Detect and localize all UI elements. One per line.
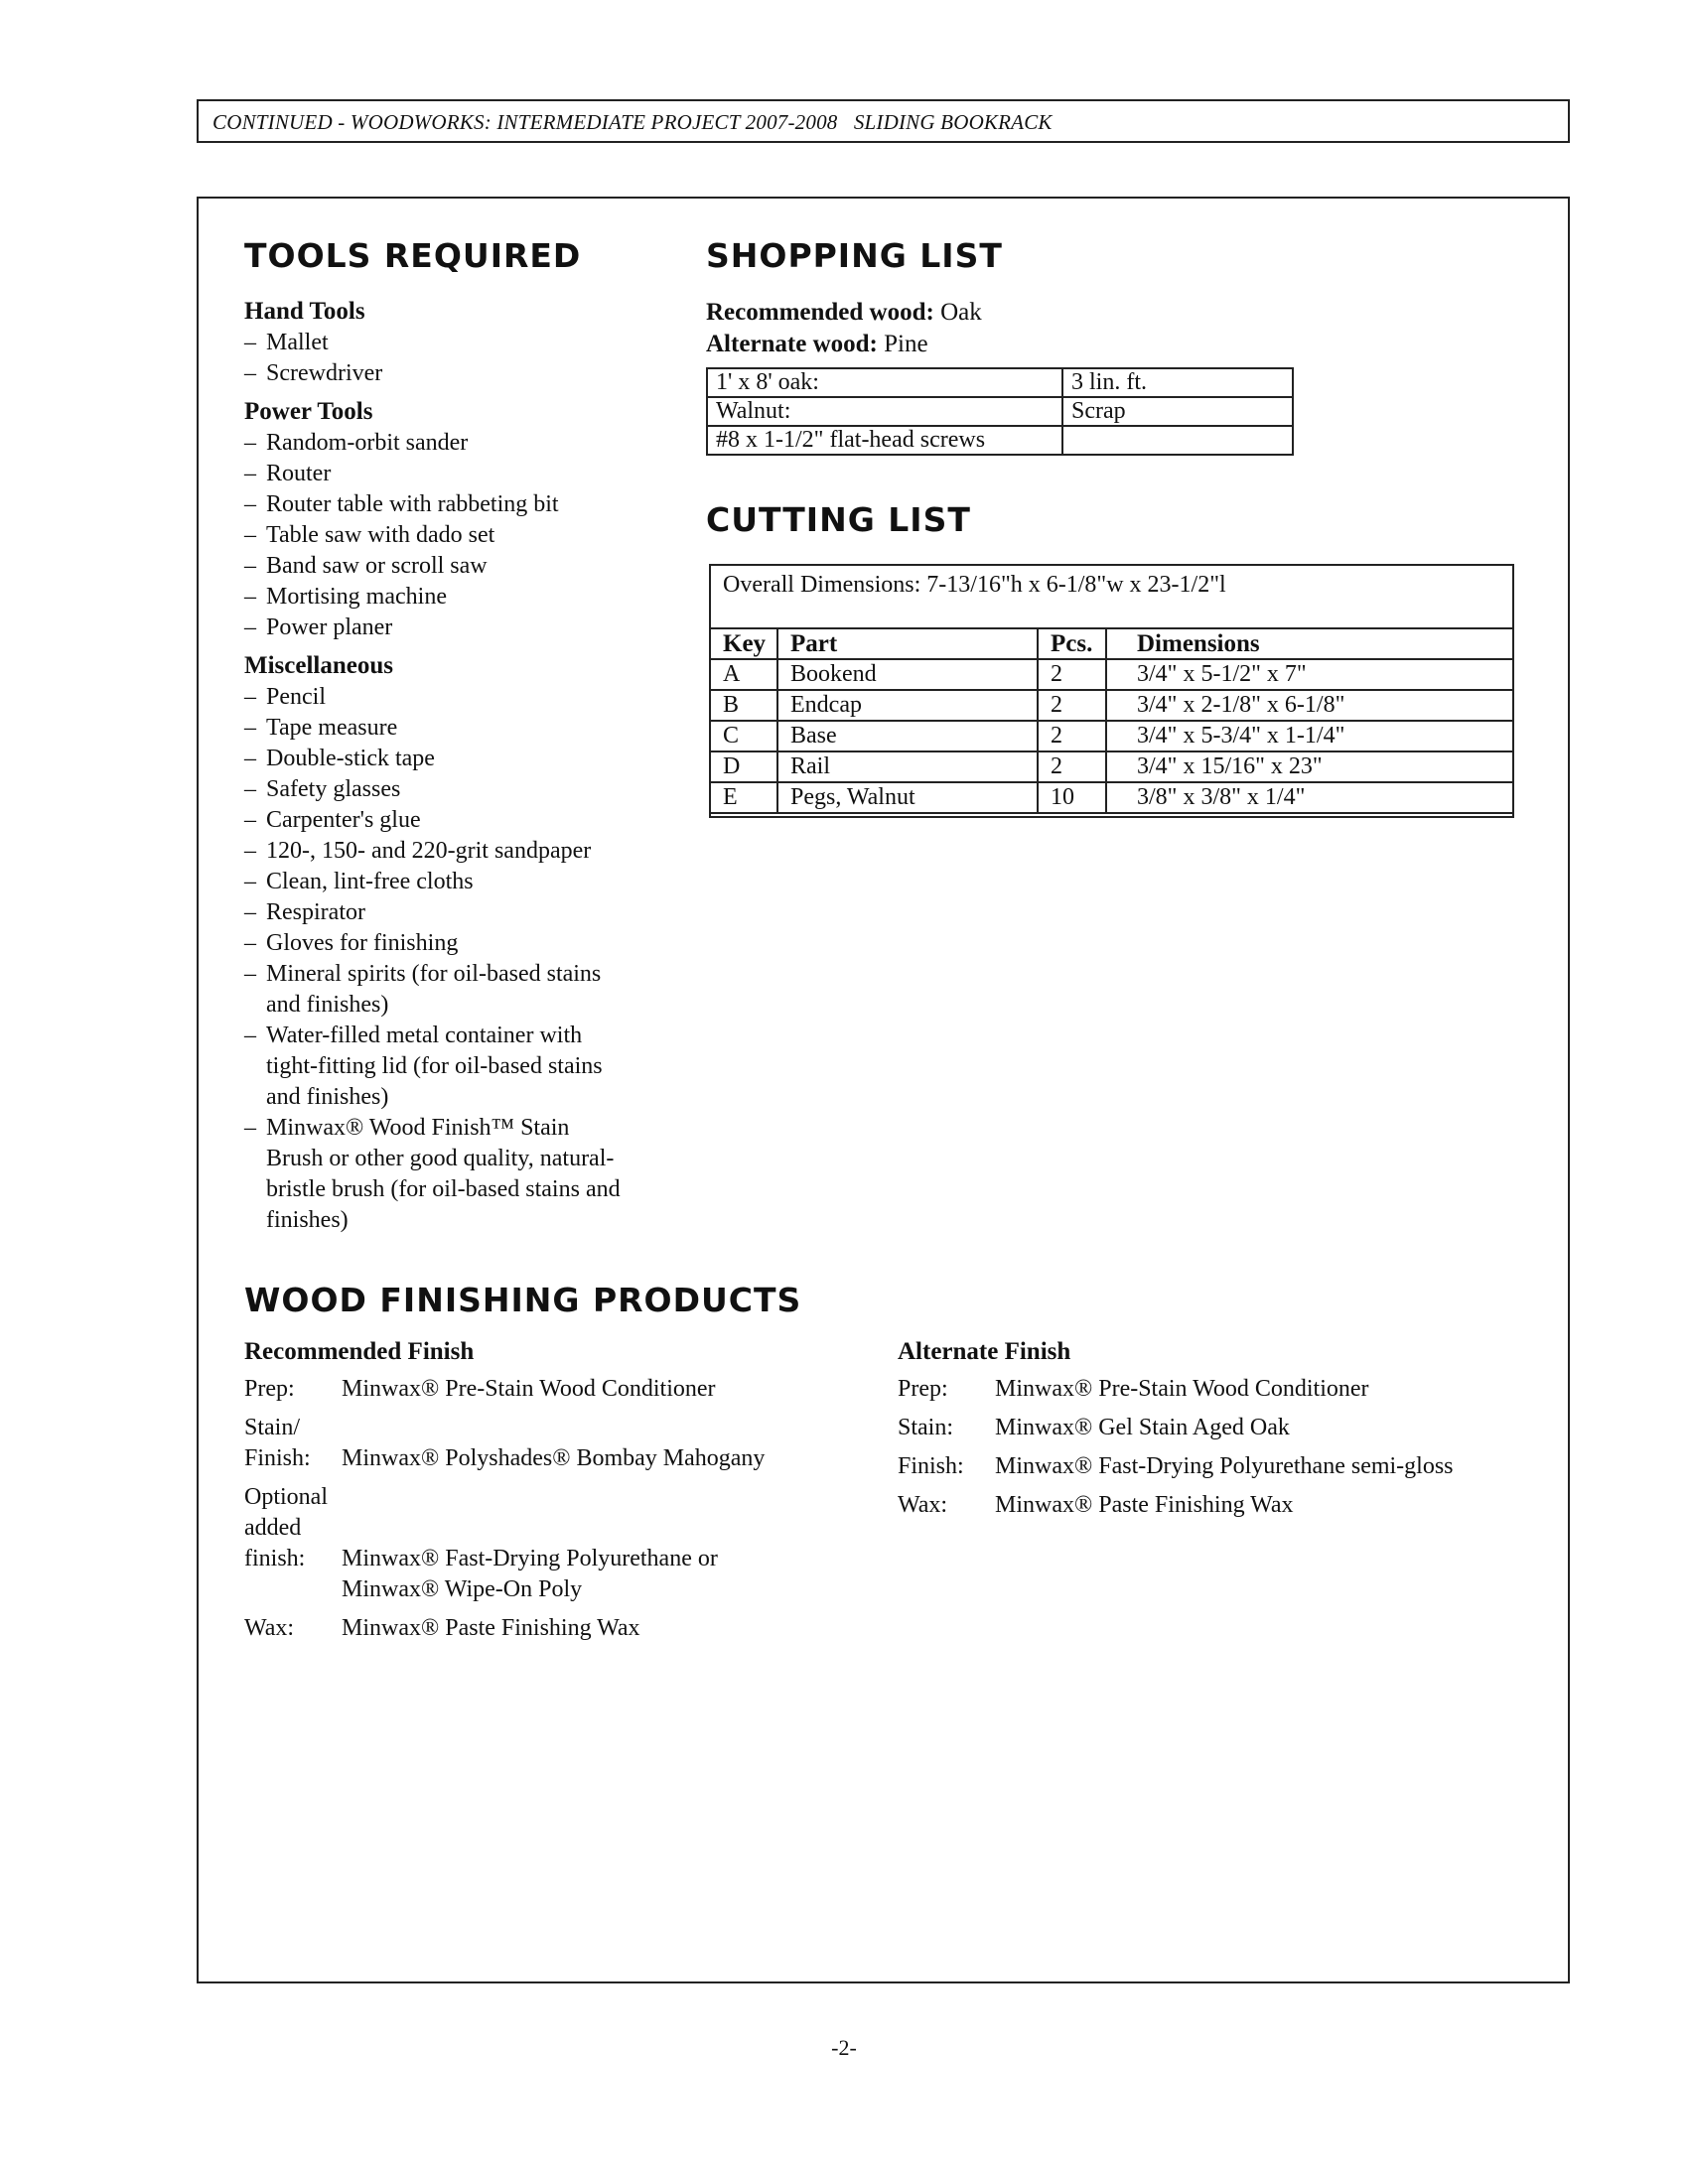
finish-label: Prep: — [898, 1376, 948, 1402]
table-row — [710, 782, 1513, 813]
tool-item: – Water-filled metal container with tight-fitting lid (for oil-based stains and finishes) — [244, 1021, 622, 1113]
tool-item: – Safety glasses — [244, 774, 622, 805]
tool-item: – Band saw or scroll saw — [244, 551, 622, 582]
recommended-finish — [244, 1336, 780, 1652]
tool-group-power — [244, 396, 622, 643]
tool-item: – Router — [244, 459, 622, 489]
tool-item: – 120-, 150- and 220-grit sandpaper — [244, 836, 622, 867]
finish-label: Stain/ Finish: — [244, 1415, 311, 1471]
finish-row — [244, 1482, 780, 1605]
column-header: Dimensions — [1106, 628, 1513, 659]
alternate-wood-value: Pine — [884, 331, 928, 357]
tool-group-title: Miscellaneous — [244, 652, 393, 679]
finish-label: Wax: — [898, 1492, 948, 1518]
wood-options — [706, 297, 982, 360]
cell-pcs: 2 — [1038, 690, 1106, 721]
tool-item: – Tape measure — [244, 713, 622, 744]
shopping-qty: Scrap — [1062, 397, 1293, 426]
table-row — [710, 721, 1513, 751]
alternate-wood-label: Alternate wood: — [706, 331, 878, 357]
cutting-list-box — [709, 564, 1514, 818]
cutting-heading: CUTTING LIST — [706, 500, 971, 539]
tool-item: – Random-orbit sander — [244, 428, 622, 459]
cell-dim: 3/4" x 2-1/8" x 6-1/8" — [1106, 690, 1513, 721]
finishing-heading: WOOD FINISHING PRODUCTS — [244, 1281, 802, 1319]
cell-part: Base — [777, 721, 1038, 751]
shopping-qty: 3 lin. ft. — [1062, 368, 1293, 397]
finish-row — [898, 1374, 1513, 1405]
tool-item: – Double-stick tape — [244, 744, 622, 774]
finish-value: Minwax® Polyshades® Bombay Mahogany — [342, 1445, 766, 1471]
tool-group-title: Hand Tools — [244, 298, 365, 325]
shopping-item: 1' x 8' oak: — [707, 368, 1062, 397]
cell-pcs: 2 — [1038, 751, 1106, 782]
finish-value: Minwax® Paste Finishing Wax — [995, 1492, 1294, 1518]
tool-item: – Pencil — [244, 682, 622, 713]
tool-item: – Mallet — [244, 328, 622, 358]
overall-dimensions: Overall Dimensions: 7-13/16"h x 6-1/8"w x 23-1/2"l — [723, 572, 1226, 598]
tool-item: – Gloves for finishing — [244, 928, 622, 959]
column-header: Pcs. — [1038, 628, 1106, 659]
tool-item: – Router table with rabbeting bit — [244, 489, 622, 520]
finish-label: Prep: — [244, 1376, 295, 1402]
tool-group-hand — [244, 296, 622, 389]
alternate-wood — [706, 329, 982, 360]
finish-row — [244, 1613, 780, 1644]
tool-item: – Table saw with dado set — [244, 520, 622, 551]
shopping-table — [706, 367, 1294, 456]
cell-key: C — [710, 721, 777, 751]
cell-pcs: 2 — [1038, 659, 1106, 690]
tool-item: – Clean, lint-free cloths — [244, 867, 622, 897]
finish-value: Minwax® Pre-Stain Wood Conditioner — [995, 1376, 1369, 1402]
table-row — [710, 659, 1513, 690]
tool-item: – Respirator — [244, 897, 622, 928]
cell-part: Rail — [777, 751, 1038, 782]
shopping-heading: SHOPPING LIST — [706, 236, 1003, 275]
tool-item: – Power planer — [244, 613, 622, 643]
recommended-wood — [706, 297, 982, 329]
recommended-finish-title: Recommended Finish — [244, 1338, 475, 1365]
finish-value: Minwax® Fast-Drying Polyurethane semi-gloss — [995, 1453, 1454, 1479]
cell-key: A — [710, 659, 777, 690]
finish-value: Minwax® Gel Stain Aged Oak — [995, 1415, 1290, 1440]
table-row — [707, 368, 1293, 397]
finish-row — [898, 1413, 1513, 1443]
table-row — [707, 397, 1293, 426]
table-row — [710, 690, 1513, 721]
cell-key: E — [710, 782, 777, 813]
cell-key: B — [710, 690, 777, 721]
page-header — [197, 99, 1570, 143]
cell-pcs: 2 — [1038, 721, 1106, 751]
tool-item: – Screwdriver — [244, 358, 622, 389]
cell-part: Bookend — [777, 659, 1038, 690]
cell-part: Endcap — [777, 690, 1038, 721]
tool-item: – Minwax® Wood Finish™ Stain Brush or other good quality, natural-bristle brush (for oil-based stains and finishes) — [244, 1113, 622, 1236]
finish-row — [898, 1490, 1513, 1521]
finish-row — [244, 1374, 780, 1405]
cell-pcs: 10 — [1038, 782, 1106, 813]
cell-dim: 3/4" x 5-3/4" x 1-1/4" — [1106, 721, 1513, 751]
table-row — [710, 751, 1513, 782]
finish-label: Optional added finish: — [244, 1484, 328, 1571]
table-header-row — [710, 628, 1513, 659]
header-title: CONTINUED - WOODWORKS: INTERMEDIATE PROJECT 2007-2008 SLIDING BOOKRACK — [212, 110, 1053, 134]
finish-value: Minwax® Paste Finishing Wax — [342, 1615, 640, 1641]
finish-row — [244, 1413, 780, 1474]
cell-dim: 3/8" x 3/8" x 1/4" — [1106, 782, 1513, 813]
recommended-wood-value: Oak — [940, 299, 982, 326]
shopping-qty — [1062, 426, 1293, 455]
finish-value: Minwax® Fast-Drying Polyurethane or Minwax® Wipe-On Poly — [342, 1546, 718, 1602]
cell-key: D — [710, 751, 777, 782]
alternate-finish-title: Alternate Finish — [898, 1338, 1071, 1365]
tool-item: – Carpenter's glue — [244, 805, 622, 836]
tool-group-title: Power Tools — [244, 398, 373, 425]
recommended-wood-label: Recommended wood: — [706, 299, 934, 326]
alternate-finish — [898, 1336, 1513, 1529]
finish-value: Minwax® Pre-Stain Wood Conditioner — [342, 1376, 716, 1402]
finish-row — [898, 1451, 1513, 1482]
tools-heading: TOOLS REQUIRED — [244, 236, 582, 275]
cutting-table — [709, 627, 1514, 814]
column-header: Key — [710, 628, 777, 659]
finish-label: Stain: — [898, 1415, 954, 1440]
tool-item: – Mineral spirits (for oil-based stains and finishes) — [244, 959, 622, 1021]
table-row — [707, 426, 1293, 455]
shopping-item: Walnut: — [707, 397, 1062, 426]
cell-dim: 3/4" x 5-1/2" x 7" — [1106, 659, 1513, 690]
cell-dim: 3/4" x 15/16" x 23" — [1106, 751, 1513, 782]
finish-label: Finish: — [898, 1453, 964, 1479]
cell-part: Pegs, Walnut — [777, 782, 1038, 813]
column-header: Part — [777, 628, 1038, 659]
page-number: -2- — [831, 2035, 857, 2060]
shopping-item: #8 x 1-1/2" flat-head screws — [707, 426, 1062, 455]
finish-label: Wax: — [244, 1615, 295, 1641]
tools-list — [244, 296, 622, 1243]
tool-item: – Mortising machine — [244, 582, 622, 613]
tool-group-misc — [244, 650, 622, 1236]
